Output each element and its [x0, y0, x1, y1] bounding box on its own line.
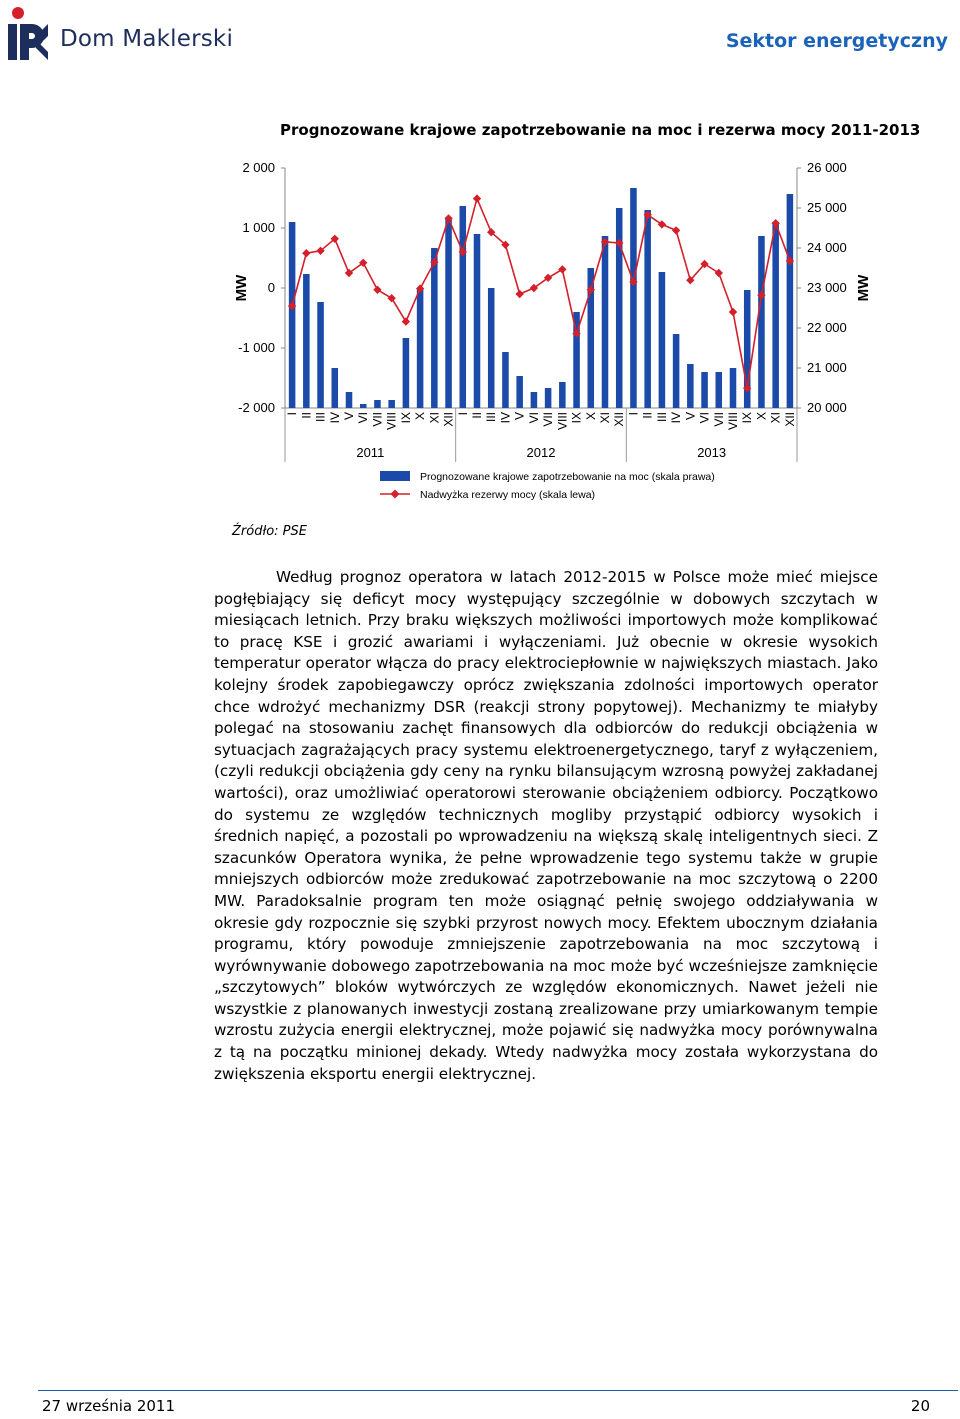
reserve-point [402, 317, 410, 325]
reserve-point [387, 294, 395, 302]
demand-bar [332, 368, 339, 408]
demand-bar [303, 274, 310, 408]
legend-line-label: Nadwyżka rezerwy mocy (skala lewa) [420, 489, 596, 501]
month-label: V [342, 412, 356, 421]
chart-legend [380, 471, 715, 501]
month-label: V [512, 412, 527, 421]
month-label: I [626, 412, 641, 416]
demand-reserve-chart [0, 150, 960, 520]
year-label: 2012 [526, 445, 556, 460]
demand-bar [474, 234, 481, 408]
reserve-point [302, 249, 310, 257]
brand-name: Dom Maklerski [60, 26, 234, 52]
month-label: VIII [555, 412, 570, 431]
y-left-axis-title: MW [233, 274, 250, 302]
year-label: 2011 [356, 445, 385, 460]
left-tick-label: 0 [267, 280, 275, 295]
demand-bar [659, 272, 666, 408]
demand-bar [460, 206, 467, 408]
demand-bar [403, 338, 410, 408]
month-label: XI [768, 412, 783, 424]
left-tick-label: -1 000 [238, 340, 275, 355]
month-label: XII [441, 412, 456, 427]
month-label: XII [782, 412, 797, 427]
demand-bar [673, 334, 680, 408]
reserve-point [373, 286, 381, 294]
demand-bar [602, 236, 609, 408]
demand-bars [289, 188, 793, 408]
month-label: VI [697, 412, 712, 424]
demand-bar [730, 368, 737, 408]
month-label: VII [370, 412, 385, 427]
left-tick-label: 2 000 [242, 160, 275, 175]
reserve-line-path [292, 199, 790, 389]
demand-bar [360, 404, 367, 408]
reserve-point [729, 308, 737, 316]
demand-bar [516, 376, 523, 408]
reserve-point [672, 226, 680, 234]
body-paragraph: Według prognoz operatora w latach 2012-2015 w Polsce może mieć miejsce pogłębiający się deficyt mocy występujący szczególnie w dobowych szczytach w miesiącach letnich. Przy braku większych możliwości importowych może komplikować to pracę KSE i grozić awariami i wyłączeniami. Już obecnie w okresie wysokich temperatur operator włącza do pracy elektrociepłownie w największych miastach. Jako kolejny środek zapobiegawczy oprócz zwiększania zdolności importowych operator chce wdrożyć mechanizmy DSR (reakcji strony popytowej). Mechanizmy te miałyby polegać na stosowaniu zachęt finansowych dla odbiorców do redukcji obciążenia w sytuacjach zagrażających pracy systemu elektroenergetycznego, taryf z wyłączeniem, (czyli redukcji obciążenia gdy ceny na rynku bilansującym wzrosną powyżej zakładanej wartości), oraz umożliwiać operatorowi sterowanie obciążeniem odbiorcy. Początkowo do systemu ze względów technicznych mogliby przystąpić odbiorcy wysokich i średnich napięć, a pozostali po wprowadzeniu na większą skalę inteligentnych sieci. Z szacunków Operatora wynika, że pełne wprowadzenie tego systemu także w grupie mniejszych odbiorców może zredukować zapotrzebowanie na moc szczytową o 2200 MW. Paradoksalnie program ten może osiągnąć pełnię swojego oddziaływania w okresie gdy rozpocznie się szybki przyrost nowych mocy. Efektem ubocznym działania programu, który powoduje zmniejszenie zapotrzebowania na moc szczytową i wyrównywanie dobowego zapotrzebowania na moc może być wcześniejsze zamknięcie „szczytowych” bloków wytwórczych ze względów ekonomicznych. Nawet jeżeli nie wszystkie z planowanych inwestycji zostaną zrealizowane przy umiarkowanym tempie wzrostu zużycia energii elektrycznej, może pojawić się nadwyżka mocy porównywalna z tą na początku minionej dekady. Wtedy nadwyżka mocy została wykorzystana do zwiększenia eksportu energii elektrycznej. [214, 568, 878, 1083]
month-label: VI [526, 412, 541, 424]
demand-bar [431, 248, 438, 408]
month-label: IV [327, 412, 342, 424]
chart-title: Prognozowane krajowe zapotrzebowanie na moc i rezerwa mocy 2011-2013 [280, 121, 921, 139]
demand-bar [445, 218, 452, 408]
right-tick-label: 25 000 [807, 200, 847, 215]
month-label: II [299, 412, 314, 419]
demand-bar [758, 236, 765, 408]
demand-bar [687, 364, 694, 408]
demand-bar [388, 400, 395, 408]
demand-bar [545, 388, 552, 408]
demand-bar [787, 194, 794, 408]
demand-bar [644, 210, 651, 408]
y-right-axis-title: MW [855, 274, 872, 302]
month-label: IX [740, 412, 755, 424]
month-label: VIII [726, 412, 740, 431]
right-tick-label: 23 000 [807, 280, 847, 295]
month-label: IX [569, 412, 584, 424]
reserve-point [558, 265, 566, 273]
demand-bar [346, 392, 353, 408]
month-label: II [640, 412, 655, 419]
month-label: IX [398, 412, 413, 424]
month-label: X [754, 412, 769, 421]
left-tick-label: -2 000 [238, 400, 275, 415]
demand-bar [488, 288, 495, 408]
demand-bar [772, 222, 779, 408]
demand-bar [701, 372, 708, 408]
month-label: VII [541, 412, 556, 427]
demand-bar [289, 222, 296, 408]
demand-bar [630, 188, 637, 408]
month-label: IV [498, 412, 513, 424]
legend-line-marker [391, 490, 400, 499]
demand-bar [417, 288, 424, 408]
reserve-point [715, 269, 723, 277]
footer-divider [38, 1390, 958, 1391]
month-label: X [413, 412, 428, 421]
body-text [214, 567, 878, 1085]
pko-logo-icon [6, 4, 50, 62]
right-tick-label: 26 000 [807, 160, 847, 175]
month-label: I [455, 412, 470, 416]
demand-bar [716, 372, 723, 408]
demand-bar [502, 352, 509, 408]
right-tick-label: 20 000 [807, 400, 847, 415]
month-label: VI [356, 412, 371, 424]
source-note: Źródło: PSE [232, 524, 307, 539]
reserve-line [288, 194, 794, 392]
legend-bar-swatch [380, 471, 410, 481]
month-label: XI [598, 412, 612, 424]
legend-bar-label: Prognozowane krajowe zapotrzebowanie na moc (skala prawa) [420, 471, 715, 483]
month-label: XII [612, 412, 627, 427]
month-label: VII [711, 412, 726, 427]
month-label: VIII [384, 412, 399, 431]
demand-bar [616, 208, 623, 408]
month-label: I [285, 412, 300, 416]
year-label: 2013 [697, 445, 727, 460]
section-title: Sektor energetyczny [725, 30, 948, 52]
reserve-point [473, 194, 481, 202]
month-label: IV [669, 412, 684, 424]
right-tick-label: 24 000 [807, 240, 847, 255]
month-label: III [654, 412, 669, 423]
month-label: X [583, 412, 598, 421]
month-label: II [470, 412, 484, 419]
left-tick-label: 1 000 [242, 220, 275, 235]
right-tick-label: 22 000 [807, 320, 847, 335]
footer-date: 27 września 2011 [42, 1397, 176, 1415]
right-tick-label: 21 000 [807, 360, 847, 375]
demand-bar [374, 400, 381, 408]
reserve-point [515, 290, 523, 298]
demand-bar [531, 392, 538, 408]
page-number: 20 [910, 1397, 930, 1415]
month-label: III [313, 412, 328, 423]
demand-bar [559, 382, 566, 408]
month-label: III [484, 412, 499, 423]
demand-bar [317, 302, 324, 408]
month-label: XI [427, 412, 442, 424]
month-label: V [683, 412, 698, 421]
